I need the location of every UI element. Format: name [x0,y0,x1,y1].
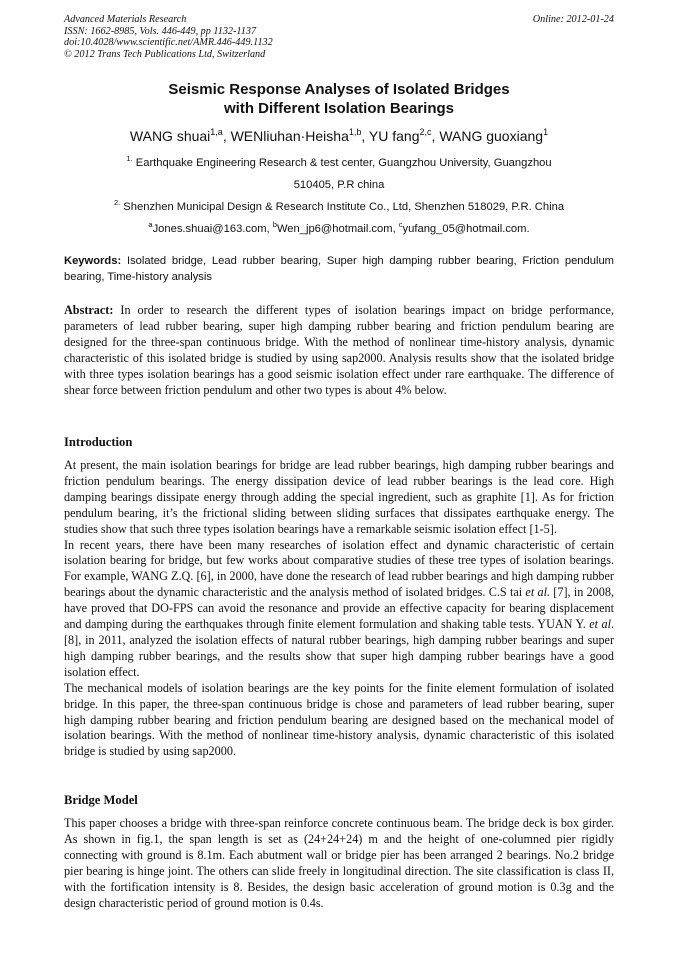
author-name: WANG shuai [129,128,211,144]
introduction-body [64,458,614,760]
email-c: yufang_05@hotmail.com. [402,223,530,235]
title-line-1: Seismic Response Analyses of Isolated Bridges [168,81,510,98]
introduction-paragraph-1: At present, the main isolation bearings for bridge are lead rubber bearings, high damping rubber bearings and friction pendulum bearings. The energy dissipation device of lead rubber bearings is the lead core. High damping bearings dissipate energy through adding the special ingredient, such as graphite [1]. As for friction pendulum bearing, it’s the frictional sliding between sliding surfaces that dissipates earthquake energy. The studies show that such three types isolation bearings have a remarkable seismic isolation effect [1-5]. [64,458,614,536]
doi: doi:10.4028/www.scientific.net/AMR.446-449.1132 [64,37,273,49]
introduction-heading: Introduction [64,435,133,449]
intro-p2-part-3: . [8], in 2011, analyzed the isolation effects of natural rubber bearings, high damping rubber bearings and super high damping rubber bearings, and the results show that super high damping rubber bearings have a good isolation effect. [64,617,614,679]
bridge-model-body [64,816,614,911]
abstract-label: Abstract: [64,303,114,317]
affiliation-2-text: Shenzhen Municipal Design & Research Institute Co., Ltd, Shenzhen 518029, P.R. China [120,201,565,213]
author-affiliation-mark: 2,c [419,127,432,137]
introduction-paragraph-2 [64,538,614,681]
keywords-label: Keywords: [64,255,122,267]
copyright: © 2012 Trans Tech Publications Ltd, Switzerland [64,48,266,60]
intro-p2-etal-1: et al. [525,585,551,600]
bridge-model-paragraph-1: This paper chooses a bridge with three-span reinforce concrete continuous beam. The bridge deck is box girder. As shown in fig.1, the span length is set as (24+24+24) m and the height of one-columned pier rigidly connecting with ground is 8.1m. Each abutment wall or bridge pier has been arranged 2 bearings. No.2 bridge pier bearing is hinge joint. The others can slide freely in longitudinal direction. The site classification is class II, with the fortification intensity is 8. Besides, the design basic acceleration of ground motion is 0.3g and the design characteristic period of ground motion is 0.4s. [64,816,614,910]
author-emails [40,218,638,240]
affiliation-1 [40,152,638,196]
email-b-mark: b [272,220,277,229]
intro-p2-etal-2: et al [589,617,611,632]
email-b: Wen_jp6@hotmail.com, [276,223,399,235]
journal-header [64,14,614,60]
author-affiliation-mark: 1,b [348,127,362,137]
introduction-paragraph-3: The mechanical models of isolation bearings are the key points for the finite element formulation of isolated bridge. In this paper, the three-span continuous bridge is chose and parameters of lead rubber bearing, super high damping rubber bearing and friction pendulum bearing are designed based on the mechanical model of isolation bearings. With the method of nonlinear time-history analysis, dynamic characteristic of this isolated bridge is studied by using sap2000. [64,680,614,759]
online-date: Online: 2012-01-24 [532,14,614,25]
abstract [64,303,614,398]
author-separator: , [361,128,369,144]
author-name: WANG guoxiang [439,128,544,144]
keywords [64,254,614,285]
keywords-text: Isolated bridge, Lead rubber bearing, Super high damping rubber bearing, Friction pendulum bearing, Time-history analysis [64,255,614,283]
author-affiliation-mark: 1,a [210,127,223,137]
affiliation-1-text: Earthquake Engineering Research & test center, Guangzhou University, Guangzhou [132,157,552,169]
author-separator: , [431,128,440,144]
title-line-2: with Different Isolation Bearings [223,100,455,117]
intro-p2-part-2: [7], in 2008, have proved that DO-FPS can avoid the resonance and provide an effective capacity for bearing displacement and damping during the earthquakes through finite element formulation and shaking table tests. YUAN Y. [64,585,614,632]
author-list [40,127,638,145]
email-a: Jones.shuai@163.com, [152,223,273,235]
issn: ISSN: 1662-8985, Vols. 446-449, pp 1132-1137 [64,25,257,37]
abstract-paragraph [64,303,614,398]
affiliation-2-mark: 2. [113,198,121,207]
affiliation-1-line-1 [40,152,638,174]
affiliation-2 [40,196,638,218]
affiliation-1-line-2: 510405, P.R china [293,179,385,191]
author-affiliation-mark: 1 [543,127,549,137]
journal-name: Advanced Materials Research [64,14,187,25]
abstract-text: In order to research the different types of isolation bearings impact on bridge performance, parameters of lead rubber bearing, super high damping rubber bearing and friction pendulum bearing are designed for the three-span continuous bridge. With the method of nonlinear time-history analysis, dynamic characteristic of this isolated bridge is studied by using sap2000. Analysis results show that the isolated bridge with three types isolation bearings has a good seismic isolation effect under rare earthquake. The difference of shear force between friction pendulum and other two types is about 4% below. [64,303,614,397]
author-name: YU fang [368,128,420,144]
paper-title [64,80,614,118]
author-separator: , [222,128,231,144]
affiliation-1-mark: 1. [126,154,133,163]
intro-p2-part-1: In recent years, there have been many researches of isolation effect and dynamic characteristic of certain isolation bearing for bridge, but few works about comparative studies of these tree types of isolation bearings. For example, WANG Z.Q. [6], in 2000, have done the research of lead rubber bearings and high damping rubber bearings about the dynamic characteristic and the analysis method of isolated bridges. C.S tai [64,537,614,600]
email-a-mark: a [148,220,153,229]
author-name: WENliuhan·Heisha [230,128,349,144]
bridge-model-heading: Bridge Model [64,793,138,807]
email-c-mark: c [398,220,403,229]
